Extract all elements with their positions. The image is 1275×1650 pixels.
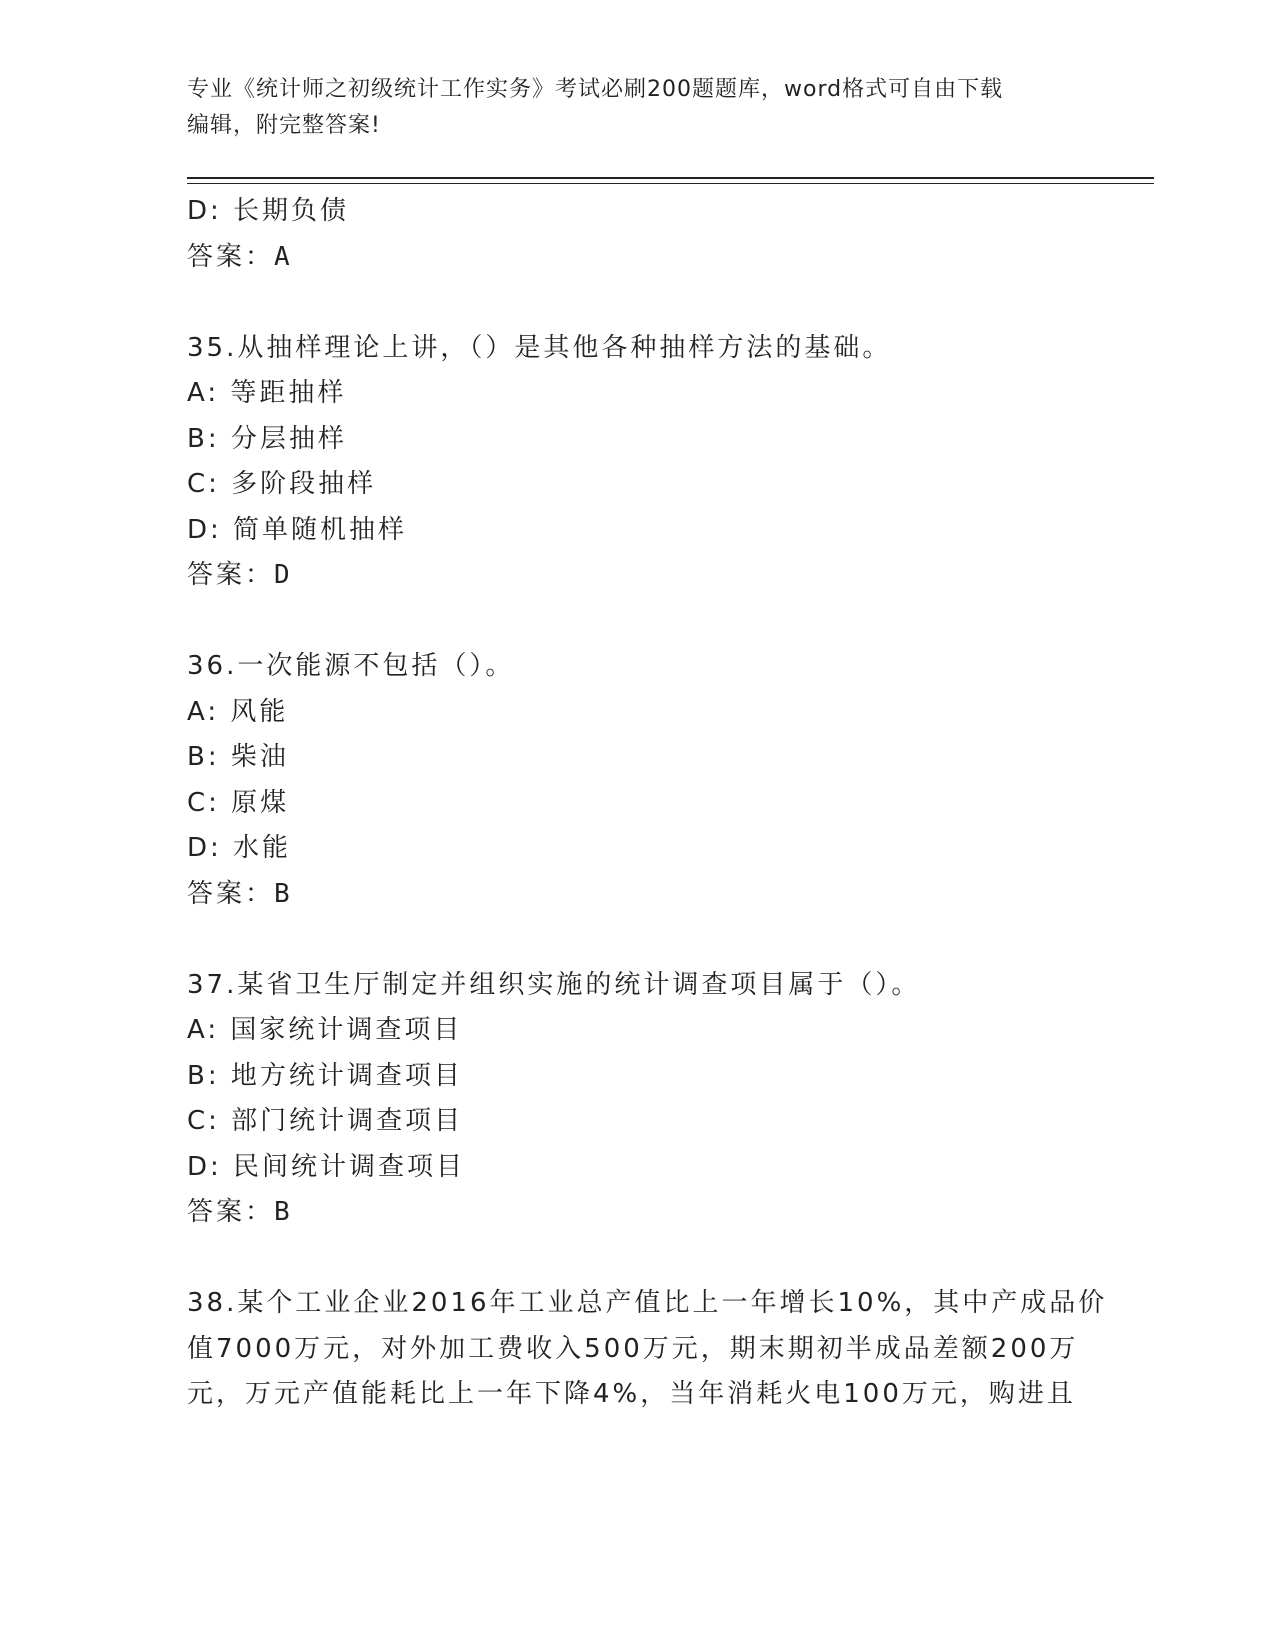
header-line-1: 专业《统计师之初级统计工作实务》考试必刷200题题库，word格式可自由下载 <box>187 77 1004 102</box>
answer-line <box>187 872 1087 918</box>
option-a: A: 等距抽样 <box>187 378 347 408</box>
spacer <box>187 599 1087 645</box>
header-divider-thin <box>187 183 1154 184</box>
question-35 <box>187 326 1087 599</box>
question-stem: 36.一次能源不包括（）。 <box>187 651 515 681</box>
page-content <box>187 189 1108 1418</box>
option-b: B: 分层抽样 <box>187 423 347 454</box>
option-c: C: 多阶段抽样 <box>187 469 377 499</box>
answer-label: 答案： <box>187 878 275 909</box>
option-d: D: 水能 <box>187 833 292 863</box>
header-divider-thick <box>187 177 1154 179</box>
spacer <box>187 917 1087 963</box>
option-d: D: 长期负债 <box>187 196 350 226</box>
option-b: B: 柴油 <box>187 742 289 772</box>
answer-line <box>187 553 1087 599</box>
header-line-2: 编辑，附完整答案! <box>187 113 381 138</box>
question-stem-line-1: 38.某个工业企业2016年工业总产值比上一年增长10%，其中产成品价 <box>187 1288 1108 1318</box>
question-37 <box>187 963 1087 1236</box>
question-stem: 37.某省卫生厅制定并组织实施的统计调查项目属于（）。 <box>187 969 921 1000</box>
answer-line <box>187 1190 1087 1236</box>
answer-value: B <box>274 1197 293 1227</box>
question-stem-line-2: 值7000万元，对外加工费收入500万元，期末期初半成品差额200万 <box>187 1333 1079 1364</box>
option-d: D: 民间统计调查项目 <box>187 1151 466 1182</box>
option-a: A: 国家统计调查项目 <box>187 1015 463 1045</box>
spacer <box>187 280 1087 326</box>
option-a: A: 风能 <box>187 696 289 727</box>
answer-line <box>187 235 1087 281</box>
answer-label: 答案： <box>187 241 275 272</box>
spacer <box>187 1236 1087 1282</box>
answer-value: A <box>274 241 293 272</box>
answer-label: 答案： <box>187 560 275 590</box>
option-c: C: 部门统计调查项目 <box>187 1106 464 1136</box>
answer-value: B <box>274 878 293 909</box>
question-stem: 35.从抽样理论上讲，（）是其他各种抽样方法的基础。 <box>187 332 892 363</box>
option-b: B: 地方统计调查项目 <box>187 1060 463 1091</box>
question-38 <box>187 1281 1108 1418</box>
answer-value: D <box>274 560 293 590</box>
answer-label: 答案： <box>187 1197 275 1227</box>
option-c: C: 原煤 <box>187 787 290 818</box>
page-header <box>187 72 1067 144</box>
question-stem-line-3: 元，万元产值能耗比上一年下降4%，当年消耗火电100万元，购进且 <box>187 1379 1076 1409</box>
question-36 <box>187 644 1087 917</box>
option-d: D: 简单随机抽样 <box>187 514 408 545</box>
